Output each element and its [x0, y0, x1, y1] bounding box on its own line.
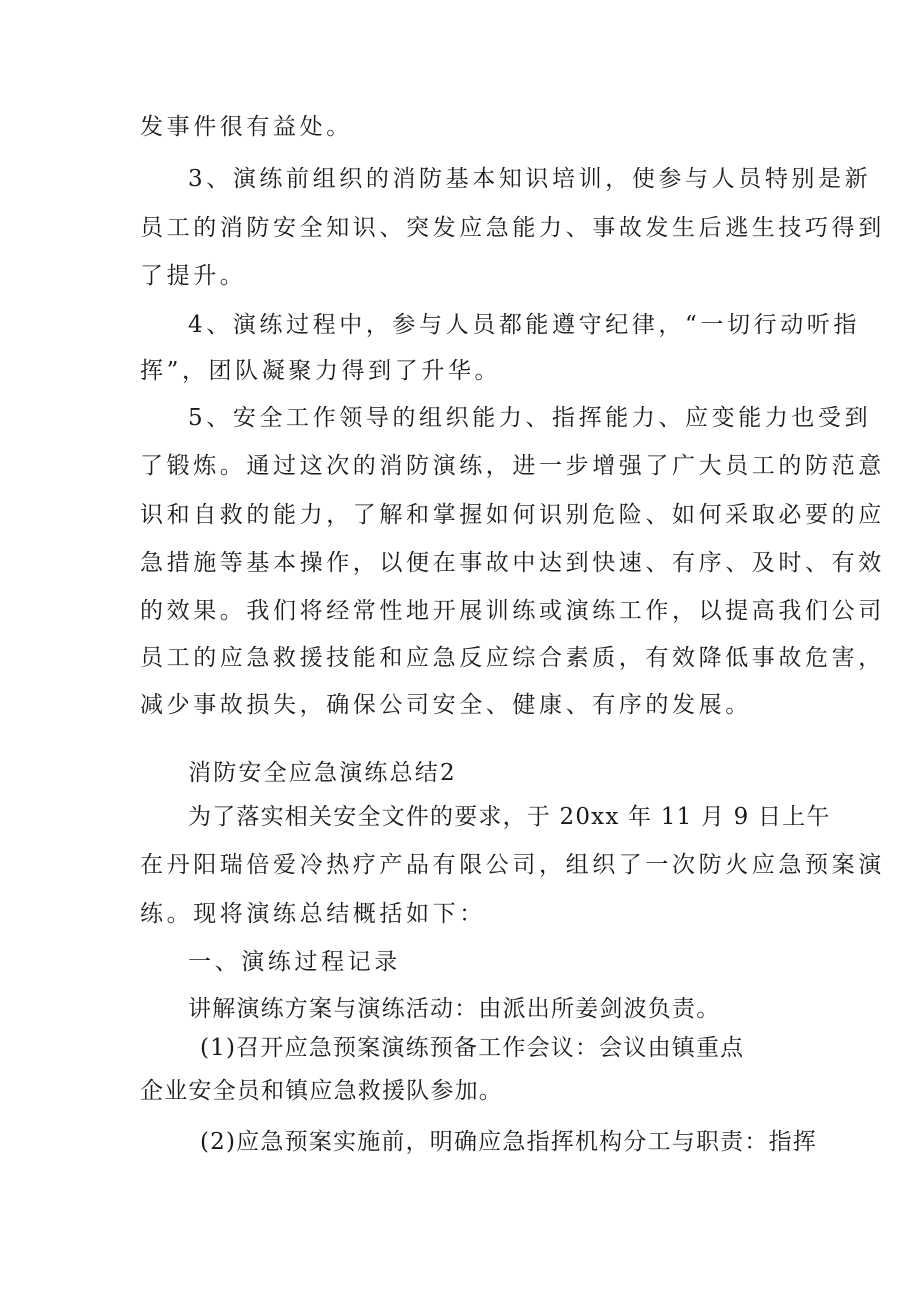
paragraph-line: 5、安全工作领导的组织能力、指挥能力、应变能力也受到: [188, 405, 872, 431]
list-item: (1)召开应急预案演练预备工作会议：会议由镇重点: [200, 1035, 745, 1061]
paragraph-line: 讲解演练方案与演练活动：由派出所姜剑波负责。: [188, 996, 721, 1022]
paragraph-line: 4、演练过程中，参与人员都能遵守纪律，“一切行动听指: [188, 312, 860, 338]
paragraph-line: 减少事故损失，确保公司安全、健康、有序的发展。: [140, 692, 752, 718]
paragraph-line: 急措施等基本操作，以便在事故中达到快速、有序、及时、有效: [140, 550, 885, 576]
subsection-heading: 一、演练过程记录: [188, 949, 401, 975]
paragraph-line: 的效果。我们将经常性地开展训练或演练工作，以提高我们公司: [140, 598, 885, 624]
paragraph-line: 了锻炼。通过这次的消防演练，进一步增强了广大员工的防范意: [140, 453, 885, 479]
paragraph-line: 员工的应急救援技能和应急反应综合素质，有效降低事故危害，: [140, 645, 885, 671]
section-heading: 消防安全应急演练总结2: [188, 760, 457, 786]
paragraph-line: 3、演练前组织的消防基本知识培训，使参与人员特别是新: [188, 166, 872, 192]
paragraph-line: 了提升。: [140, 263, 247, 289]
paragraph-line: 员工的消防安全知识、突发应急能力、事故发生后逃生技巧得到: [140, 215, 885, 241]
paragraph-line: 挥”，团队凝聚力得到了升华。: [140, 358, 502, 384]
paragraph-line: 发事件很有益处。: [140, 114, 353, 140]
paragraph-line: 识和自救的能力，了解和掌握如何识别危险、如何采取必要的应: [140, 502, 885, 528]
paragraph-line: 企业安全员和镇应急救援队参加。: [140, 1078, 503, 1104]
paragraph-line: 在丹阳瑞倍爱冷热疗产品有限公司，组织了一次防火应急预案演: [140, 852, 885, 878]
paragraph-line: 练。现将演练总结概括如下：: [140, 901, 486, 927]
list-item: (2)应急预案实施前，明确应急指挥机构分工与职责：指挥: [200, 1129, 817, 1155]
paragraph-line: 为了落实相关安全文件的要求，于 20xx 年 11 月 9 日上午: [188, 804, 831, 830]
